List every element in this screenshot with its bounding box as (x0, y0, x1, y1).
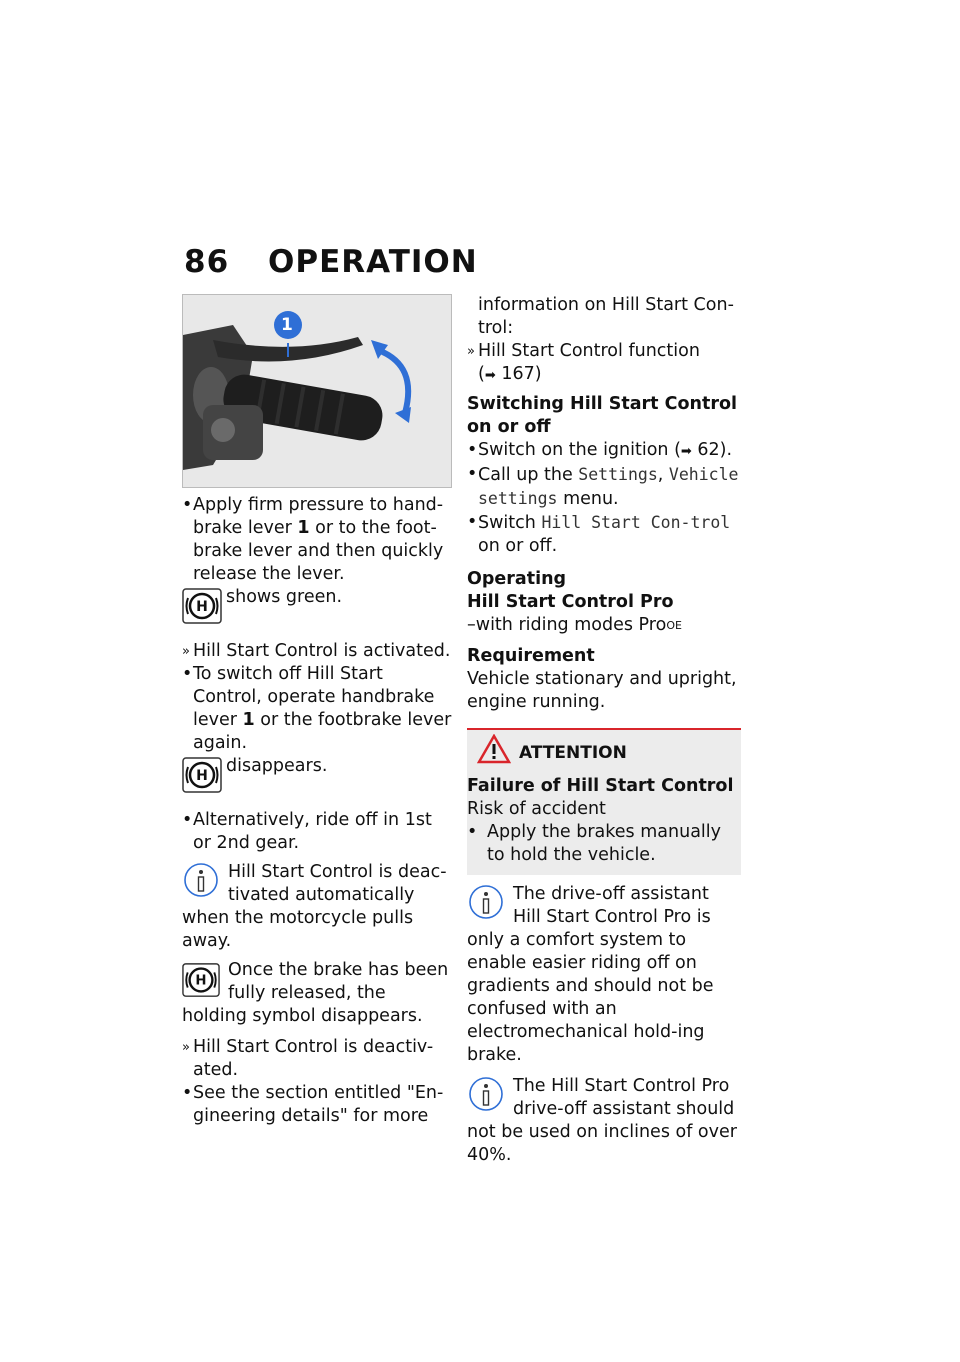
warning-triangle-icon (477, 734, 511, 764)
menu-name: Vehicle settings (478, 465, 739, 508)
attention-title: ATTENTION (519, 742, 737, 765)
attention-hazard: Failure of Hill Start Control (467, 776, 734, 796)
info-note: Hill Start Control is deac-tivated automatically when the motorcycle pulls away. (182, 862, 447, 951)
svg-text:H: H (195, 973, 207, 989)
callout-label: 1 (281, 315, 293, 335)
page-ref-arrow-icon: ➡ (680, 444, 692, 459)
info-icon (182, 861, 220, 903)
attention-risk: Risk of accident (467, 799, 606, 819)
instruction-bullet: • See the section entitled "En-gineering details" for more (182, 1082, 452, 1128)
info-icon (467, 1075, 505, 1117)
instruction-bullet: • Alternatively, ride off in 1st or 2nd gear. (182, 809, 452, 855)
info-note: The drive-off assistant Hill Start Control Pro is only a comfort system to enable easier riding off on gradients and should not be confused with an electromechanical hold-ing brake. (467, 884, 714, 1065)
attention-box (467, 728, 741, 875)
svg-text:H: H (196, 599, 208, 615)
info-note: The Hill Start Control Pro drive-off assistant should not be used on inclines of over 40%. (467, 1076, 737, 1165)
continued-text: information on Hill Start Con-trol: (478, 295, 734, 338)
right-column (467, 294, 739, 1167)
info-note: H Once the brake has been fully released, the holding symbol disappears. (182, 960, 449, 1026)
requirement-text: Vehicle stationary and upright, engine running. (467, 669, 737, 712)
page-number: 86 (184, 244, 230, 280)
option-note: –with riding modes Pro$^{OE}$ (467, 615, 682, 635)
instruction-bullet: • Call up the Settings, Vehicle settings menu. (467, 463, 739, 511)
left-column (182, 294, 452, 1128)
indicator-line: H disappears. (182, 755, 452, 801)
instruction-bullet: • Switch Hill Start Con-trol on or off. (467, 511, 739, 558)
svg-text:H: H (196, 768, 208, 784)
page-ref-arrow-icon: ➡ (484, 368, 496, 383)
section-heading: Operating Hill Start Control Pro (467, 569, 674, 612)
page-header (184, 244, 478, 280)
attention-action: • Apply the brakes manually to hold the vehicle. (467, 821, 737, 867)
handlebar-lever-figure (182, 294, 452, 488)
section-heading: Switching Hill Start Control on or off (467, 394, 737, 437)
menu-name: Hill Start Con-trol (541, 513, 731, 532)
cross-reference: » Hill Start Control function (➡ 167) (467, 340, 739, 387)
result-line: » Hill Start Control is deactiv-ated. (182, 1036, 452, 1082)
instruction-bullet: • Switch on the ignition (➡ 62). (467, 439, 739, 463)
menu-name: Settings (578, 465, 658, 484)
instruction-bullet: • To switch off Hill Start Control, operate handbrake lever 1 or the footbrake lever again. (182, 663, 452, 755)
hill-start-indicator-icon (182, 588, 222, 624)
requirement-heading: Requirement (467, 646, 595, 666)
hill-start-indicator-icon (182, 757, 222, 793)
info-icon (467, 883, 505, 925)
indicator-line: H shows green. (182, 586, 452, 632)
instruction-bullet: • Apply firm pressure to hand-brake lever 1 or to the foot-brake lever and then quickly release the lever. (182, 494, 452, 586)
lever-illustration (183, 295, 451, 487)
section-title: OPERATION (268, 244, 478, 280)
result-line: » Hill Start Control is activated. (182, 640, 452, 663)
hill-start-indicator-icon (182, 959, 220, 1001)
